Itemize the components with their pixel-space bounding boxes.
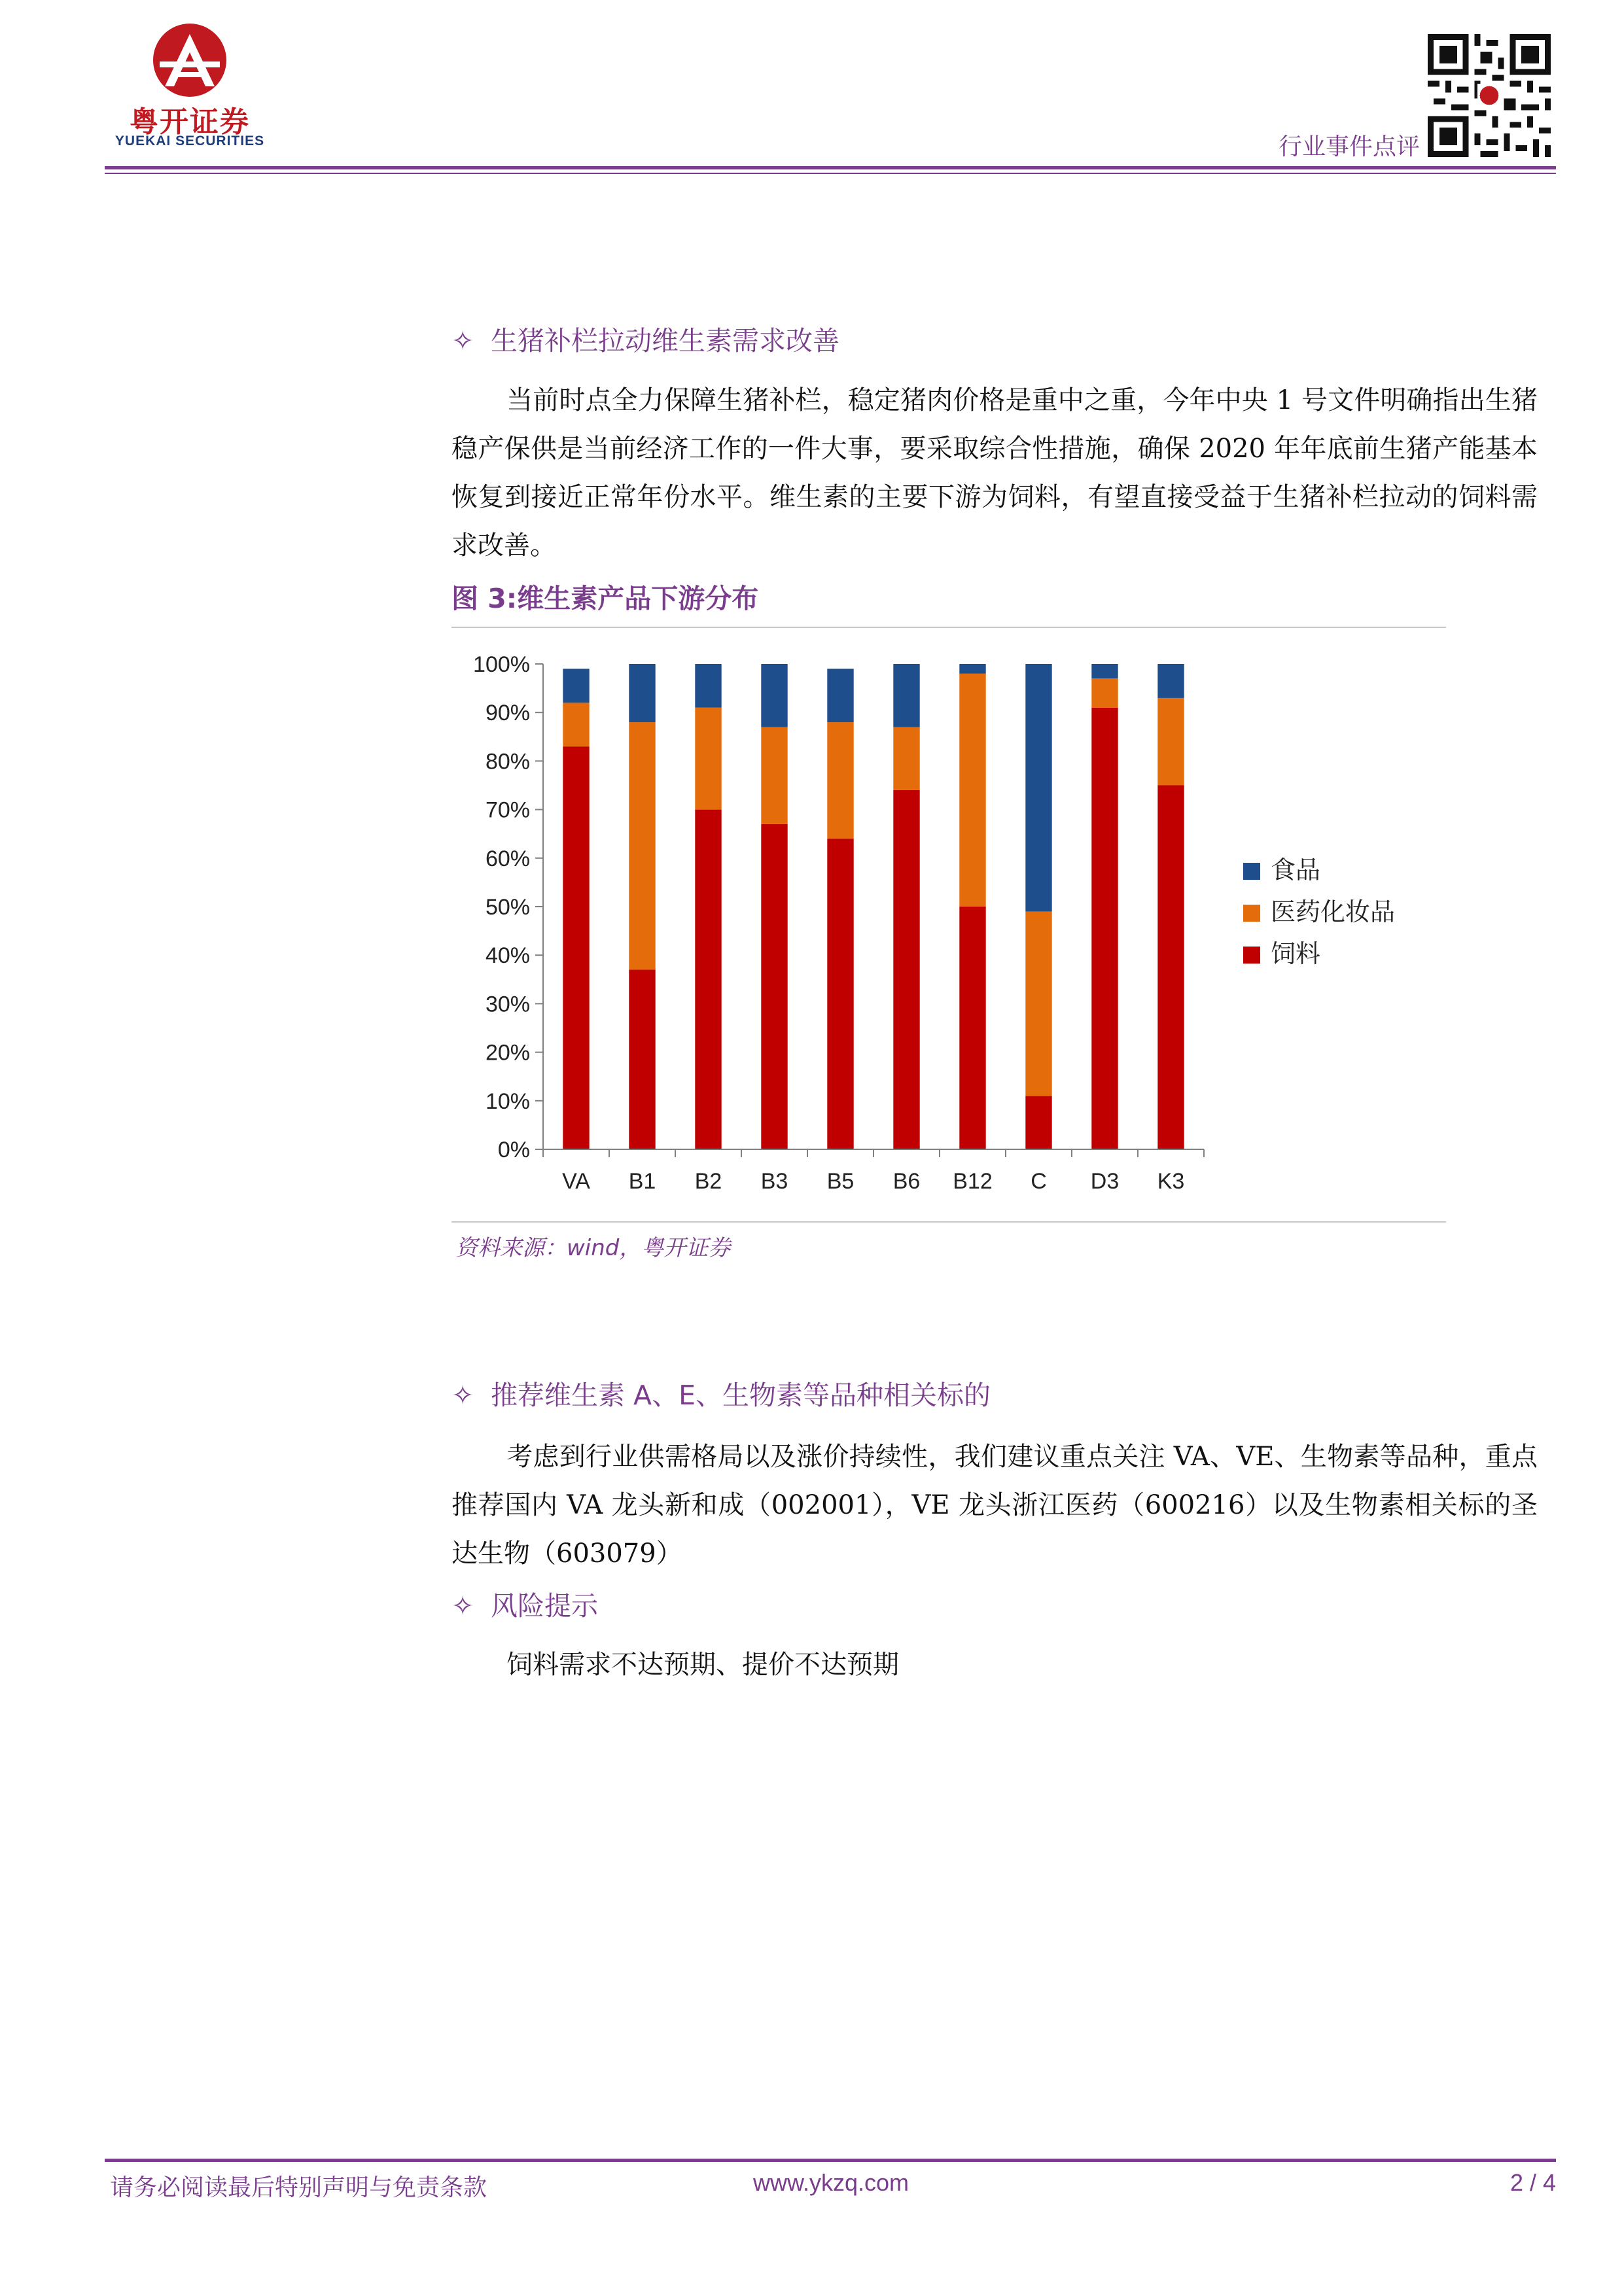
x-tick-label: B5 bbox=[826, 1169, 855, 1194]
y-tick-label: 10% bbox=[485, 1088, 530, 1114]
legend-swatch bbox=[1243, 947, 1260, 964]
bar-segment-K3-医药化妆品 bbox=[1157, 698, 1184, 786]
bar-segment-D3-饲料 bbox=[1091, 708, 1118, 1149]
x-tick-label: VA bbox=[562, 1169, 590, 1194]
legend-label: 医药化妆品 bbox=[1271, 897, 1396, 926]
y-tick-label: 60% bbox=[485, 846, 530, 871]
bar-segment-B2-饲料 bbox=[695, 810, 721, 1149]
bar-segment-K3-食品 bbox=[1157, 664, 1184, 698]
section-paragraph-3: 饲料需求不达预期、提价不达预期 bbox=[506, 1650, 899, 1680]
section-paragraph-1: 当前时点全力保障生猪补栏，稳定猪肉价格是重中之重，今年中央 1 号文件明确指出生猪稳产保供是当前经济工作的一件大事，要采取综合性措施，确保 2020 年年底前生猪产能基本恢复到接近正常年份水平。维生素的主要下游为饲料，有望直接受益于生猪补栏拉动的饲料需求改善。 bbox=[451, 385, 1538, 561]
figure-top-rule bbox=[451, 627, 1446, 628]
legend-swatch bbox=[1243, 863, 1260, 880]
section-title-3: ✧ 风险提示 bbox=[451, 1590, 598, 1622]
x-tick-label: B2 bbox=[694, 1169, 722, 1194]
y-tick-label: 40% bbox=[485, 943, 530, 969]
bar-segment-B3-食品 bbox=[761, 664, 787, 727]
diamond-bullet-icon: ✧ bbox=[451, 325, 474, 357]
brand-name-cn: 粤开证券 bbox=[130, 105, 250, 139]
bar-segment-K3-饲料 bbox=[1157, 786, 1184, 1150]
x-tick-label: C bbox=[1031, 1169, 1047, 1194]
y-tick-label: 30% bbox=[485, 992, 530, 1017]
bar-segment-C-医药化妆品 bbox=[1025, 911, 1051, 1096]
footer-website-link[interactable]: www.ykzq.com bbox=[752, 2169, 909, 2196]
bar-segment-B12-食品 bbox=[959, 664, 985, 674]
bar-segment-VA-医药化妆品 bbox=[563, 703, 589, 746]
bar-segment-B1-食品 bbox=[629, 664, 655, 722]
y-tick-label: 70% bbox=[485, 797, 530, 823]
bar-segment-B5-食品 bbox=[827, 669, 853, 722]
y-tick-label: 0% bbox=[497, 1138, 530, 1162]
bar-segment-D3-医药化妆品 bbox=[1091, 678, 1118, 708]
bar-segment-B12-饲料 bbox=[959, 907, 985, 1149]
y-tick-label: 90% bbox=[485, 701, 530, 726]
bar-segment-B5-医药化妆品 bbox=[827, 722, 853, 839]
x-tick-label: D3 bbox=[1090, 1169, 1120, 1194]
x-tick-label: B6 bbox=[892, 1169, 921, 1194]
x-tick-label: K3 bbox=[1157, 1169, 1185, 1194]
bar-segment-C-食品 bbox=[1025, 664, 1051, 911]
report-type-label: 行业事件点评 bbox=[1278, 133, 1420, 160]
section-title-2: ✧ 推荐维生素 A、E、生物素等品种相关标的 bbox=[451, 1380, 991, 1411]
bar-segment-C-饲料 bbox=[1025, 1096, 1051, 1149]
figure-bottom-rule bbox=[451, 1221, 1446, 1223]
figure-source: 资料来源：wind，粤开证券 bbox=[455, 1235, 731, 1261]
figure-title: 图 3:维生素产品下游分布 bbox=[451, 583, 759, 614]
bar-segment-B2-医药化妆品 bbox=[695, 708, 721, 810]
bar-segment-B5-饲料 bbox=[827, 839, 853, 1149]
x-tick-label: B3 bbox=[760, 1169, 788, 1194]
qr-code-icon bbox=[1428, 34, 1551, 157]
bar-segment-B1-饲料 bbox=[629, 969, 655, 1149]
bar-segment-VA-食品 bbox=[563, 669, 589, 703]
x-tick-label: B12 bbox=[953, 1169, 993, 1194]
footer-rule bbox=[105, 2159, 1556, 2162]
page-number: 2 / 4 bbox=[1509, 2169, 1556, 2196]
diamond-bullet-icon: ✧ bbox=[451, 1590, 474, 1622]
header-rule bbox=[105, 166, 1556, 169]
header-rule-thin bbox=[105, 173, 1556, 174]
bar-segment-B12-医药化妆品 bbox=[959, 674, 985, 907]
bar-segment-B2-食品 bbox=[695, 664, 721, 708]
bar-segment-B3-医药化妆品 bbox=[761, 727, 787, 824]
bar-segment-B3-饲料 bbox=[761, 824, 787, 1149]
footer-disclaimer-link[interactable]: 请务必阅读最后特别声明与免责条款 bbox=[110, 2174, 487, 2201]
bar-segment-VA-饲料 bbox=[563, 746, 589, 1149]
y-tick-label: 50% bbox=[485, 895, 530, 920]
stacked-bar-chart bbox=[451, 631, 1446, 1220]
section-paragraph-2: 考虑到行业供需格局以及涨价持续性，我们建议重点关注 VA、VE、生物素等品种，重点推荐国内 VA 龙头新和成（002001），VE 龙头浙江医药（600216）以及生物素相关标的圣达生物（603079） bbox=[451, 1442, 1538, 1569]
bar-segment-B1-医药化妆品 bbox=[629, 722, 655, 969]
legend-label: 食品 bbox=[1271, 856, 1321, 884]
y-tick-label: 100% bbox=[473, 652, 530, 677]
bar-segment-D3-食品 bbox=[1091, 664, 1118, 678]
bar-segment-B6-食品 bbox=[893, 664, 919, 727]
y-tick-label: 20% bbox=[485, 1040, 530, 1066]
brand-name-en: YUEKAI SECURITIES bbox=[115, 133, 265, 148]
legend-label: 饲料 bbox=[1271, 939, 1321, 968]
bar-segment-B6-医药化妆品 bbox=[893, 727, 919, 790]
bar-segment-B6-饲料 bbox=[893, 790, 919, 1149]
diamond-bullet-icon: ✧ bbox=[451, 1380, 474, 1411]
legend-swatch bbox=[1243, 905, 1260, 922]
section-title-1: ✧ 生猪补栏拉动维生素需求改善 bbox=[451, 325, 839, 357]
y-tick-label: 80% bbox=[485, 749, 530, 774]
x-tick-label: B1 bbox=[628, 1169, 656, 1194]
